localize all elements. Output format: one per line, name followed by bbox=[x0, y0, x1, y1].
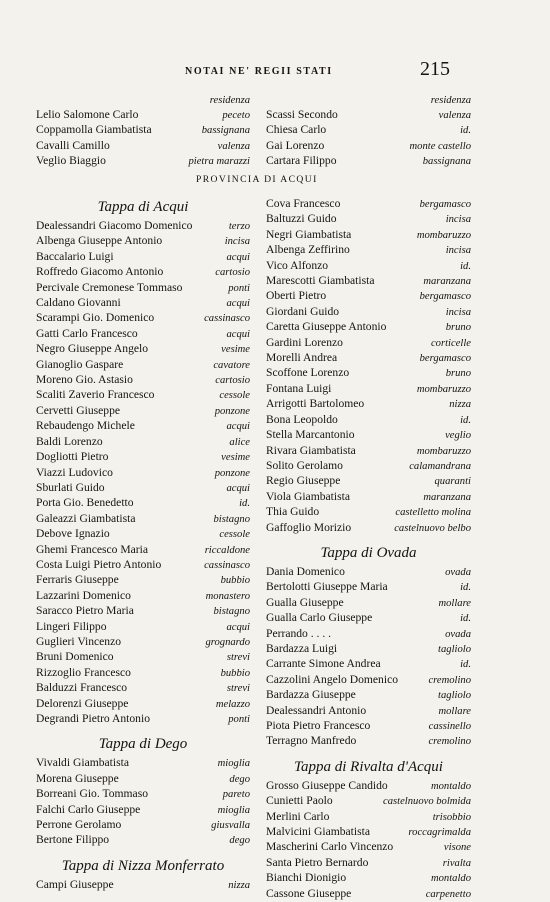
notary-name: Regio Giuseppe bbox=[266, 474, 341, 488]
residence-label: residenza bbox=[430, 95, 471, 106]
residence-town: dego bbox=[229, 835, 250, 847]
notary-entry bbox=[36, 558, 250, 573]
notary-name: Ferraris Giuseppe bbox=[36, 573, 119, 587]
notary-name: Bona Leopoldo bbox=[266, 412, 338, 426]
section-list bbox=[266, 779, 471, 902]
notary-name: Malvicini Giambatista bbox=[266, 825, 370, 839]
notary-entry bbox=[266, 154, 471, 169]
notary-entry bbox=[266, 289, 471, 304]
notary-name: Lingeri Filippo bbox=[36, 619, 107, 633]
residence-town: acqui bbox=[226, 251, 250, 263]
notary-name: Santa Pietro Bernardo bbox=[266, 855, 369, 869]
notary-entry bbox=[36, 635, 250, 650]
notary-name: Campi Giuseppe bbox=[36, 877, 114, 891]
section-title: Tappa di Ovada bbox=[320, 544, 417, 561]
residence-town: mombaruzzo bbox=[416, 445, 471, 457]
notary-entry bbox=[266, 642, 471, 657]
notary-entry bbox=[266, 505, 471, 520]
notary-name: Debove Ignazio bbox=[36, 527, 110, 541]
notary-entry bbox=[266, 794, 471, 809]
notary-entry bbox=[266, 123, 471, 138]
residence-town: ponzone bbox=[214, 467, 250, 479]
residence-town: alice bbox=[229, 436, 250, 448]
residence-town: dego bbox=[229, 773, 250, 785]
notary-entry bbox=[36, 818, 250, 833]
residence-town: bruno bbox=[445, 368, 471, 380]
notary-entry bbox=[36, 466, 250, 481]
notary-entry bbox=[36, 527, 250, 542]
residence-town: id. bbox=[460, 414, 471, 426]
notary-name: Gai Lorenzo bbox=[266, 138, 325, 152]
residence-town: acqui bbox=[226, 621, 250, 633]
notary-entry bbox=[36, 108, 250, 123]
residence-town: visone bbox=[443, 842, 471, 854]
notary-entry bbox=[36, 296, 250, 311]
notary-name: Thia Guido bbox=[266, 505, 320, 519]
notary-entry bbox=[266, 611, 471, 626]
notary-name: Degrandi Pietro Antonio bbox=[36, 712, 150, 725]
residence-town: cavatore bbox=[213, 359, 250, 371]
residence-town: cessole bbox=[219, 529, 250, 541]
notary-name: Cervetti Giuseppe bbox=[36, 403, 121, 417]
notary-entry bbox=[266, 580, 471, 595]
section-list bbox=[266, 565, 471, 750]
residence-town: roccagrimalda bbox=[408, 827, 471, 839]
notary-name: Merlini Carlo bbox=[266, 809, 330, 823]
notary-entry bbox=[266, 444, 471, 459]
notary-entry bbox=[266, 413, 471, 428]
residence-town: incisa bbox=[445, 245, 471, 257]
residence-town: ovada bbox=[445, 566, 471, 578]
notary-name: Piota Pietro Francesco bbox=[266, 719, 371, 732]
notary-entry bbox=[36, 154, 250, 169]
residence-town: grognardo bbox=[205, 636, 250, 648]
residence-town: mioglia bbox=[217, 804, 250, 816]
notary-name: Dealessandri Antonio bbox=[266, 703, 367, 717]
notary-entry bbox=[266, 719, 471, 734]
notary-entry bbox=[266, 490, 471, 505]
notary-name: Scoffone Lorenzo bbox=[266, 366, 350, 380]
notary-entry bbox=[266, 274, 471, 289]
notary-entry bbox=[36, 803, 250, 818]
residence-town: cassinasco bbox=[204, 559, 250, 571]
residence-town: maranzana bbox=[423, 276, 471, 288]
notary-entry bbox=[266, 212, 471, 227]
notary-entry bbox=[266, 840, 471, 855]
notary-name: Bruni Domenico bbox=[36, 650, 114, 664]
notary-name: Roffredo Giacomo Antonio bbox=[36, 265, 164, 279]
notary-entry bbox=[266, 428, 471, 443]
notary-entry bbox=[266, 704, 471, 719]
notary-name: Rivara Giambatista bbox=[266, 443, 356, 457]
notary-entry bbox=[36, 787, 250, 802]
province-title: PROVINCIA DI ACQUI bbox=[196, 174, 318, 185]
residence-town: acqui bbox=[226, 421, 250, 433]
notary-entry bbox=[266, 459, 471, 474]
notary-name: Coppamolla Giambatista bbox=[36, 123, 152, 137]
residence-town: id. bbox=[460, 125, 471, 137]
notary-name: Negro Giuseppe Angelo bbox=[36, 342, 149, 356]
residence-town: ponti bbox=[228, 714, 250, 725]
residence-town: montaldo bbox=[430, 780, 471, 792]
residence-town: rivalta bbox=[442, 857, 471, 869]
notary-entry bbox=[36, 756, 250, 771]
notary-entry bbox=[36, 311, 250, 326]
notary-name: Sburlati Guido bbox=[36, 480, 105, 494]
residence-town: cartosio bbox=[215, 267, 250, 279]
residence-town: id. bbox=[460, 613, 471, 625]
notary-entry bbox=[266, 197, 471, 212]
notary-name: Scaliti Zaverio Francesco bbox=[36, 388, 155, 402]
notary-name: Viola Giambatista bbox=[266, 489, 350, 503]
notary-entry bbox=[266, 382, 471, 397]
residence-town: cremolino bbox=[428, 736, 471, 748]
notary-entry bbox=[36, 358, 250, 373]
notary-entry bbox=[36, 604, 250, 619]
notary-entry bbox=[266, 320, 471, 335]
notary-name: Gaffoglio Morizio bbox=[266, 520, 352, 534]
notary-name: Perrando . . . . bbox=[266, 626, 332, 640]
notary-entry bbox=[36, 435, 250, 450]
notary-name: Baltuzzi Guido bbox=[266, 212, 337, 226]
notary-name: Gatti Carlo Francesco bbox=[36, 326, 138, 340]
residence-town: id. bbox=[460, 260, 471, 272]
notary-entry bbox=[266, 243, 471, 258]
notary-name: Costa Luigi Pietro Antonio bbox=[36, 557, 162, 571]
notary-name: Chiesa Carlo bbox=[266, 123, 327, 137]
residence-town: riccaldone bbox=[204, 544, 250, 556]
notary-name: Vivaldi Giambatista bbox=[36, 756, 129, 770]
top-right-list bbox=[266, 94, 471, 170]
notary-entry bbox=[36, 712, 250, 727]
notary-name: Perrone Gerolamo bbox=[36, 818, 122, 832]
notary-entry bbox=[266, 565, 471, 580]
residence-town: incisa bbox=[445, 306, 471, 318]
notary-entry bbox=[36, 496, 250, 511]
residence-town: nizza bbox=[449, 399, 471, 411]
notary-name: Veglio Biaggio bbox=[36, 154, 106, 168]
residence-town: vesime bbox=[221, 344, 250, 356]
notary-name: Mascherini Carlo Vincenzo bbox=[266, 840, 394, 854]
residence-town: monastero bbox=[205, 590, 250, 602]
residence-town: cassinello bbox=[428, 721, 471, 732]
notary-name: Viazzi Ludovico bbox=[36, 465, 113, 479]
residence-town: monte castello bbox=[409, 140, 471, 152]
residence-town: cremolino bbox=[428, 674, 471, 686]
notary-name: Rebaudengo Michele bbox=[36, 419, 135, 433]
residence-town: maranzana bbox=[423, 491, 471, 503]
residence-town: id. bbox=[460, 659, 471, 671]
residence-town: mollare bbox=[438, 705, 471, 717]
notary-name: Dogliotti Pietro bbox=[36, 450, 109, 464]
notary-name: Dania Domenico bbox=[266, 564, 345, 578]
notary-name: Porta Gio. Benedetto bbox=[36, 496, 134, 510]
residence-town: acqui bbox=[226, 328, 250, 340]
notary-entry bbox=[36, 543, 250, 558]
notary-entry bbox=[36, 589, 250, 604]
notary-name: Grosso Giuseppe Candido bbox=[266, 778, 388, 792]
notary-entry bbox=[266, 871, 471, 886]
notary-name: Balduzzi Francesco bbox=[36, 681, 128, 695]
residence-town: strevi bbox=[226, 652, 250, 664]
notary-name: Ghemi Francesco Maria bbox=[36, 542, 149, 556]
residence-town: bubbio bbox=[220, 667, 250, 679]
notary-entry bbox=[266, 474, 471, 489]
notary-entry bbox=[36, 650, 250, 665]
section-title: Tappa di Dego bbox=[98, 736, 188, 753]
notary-name: Cazzolini Angelo Domenico bbox=[266, 672, 399, 686]
notary-name: Caldano Giovanni bbox=[36, 296, 121, 310]
residence-town: id. bbox=[239, 498, 250, 510]
notary-entry bbox=[266, 856, 471, 871]
notary-entry bbox=[36, 234, 250, 249]
notary-entry bbox=[36, 388, 250, 403]
residence-town: incisa bbox=[445, 214, 471, 226]
residence-town: acqui bbox=[226, 298, 250, 310]
notary-name: Carrante Simone Andrea bbox=[266, 657, 381, 671]
notary-entry bbox=[36, 419, 250, 434]
notary-name: Gianoglio Gaspare bbox=[36, 357, 124, 371]
notary-name: Albenga Zeffirino bbox=[266, 243, 350, 257]
residence-town: bistagno bbox=[213, 606, 250, 618]
notary-entry bbox=[36, 833, 250, 848]
notary-entry bbox=[266, 673, 471, 688]
residence-town: ponzone bbox=[214, 405, 250, 417]
residence-town: castelletto molina bbox=[395, 507, 471, 519]
notary-entry bbox=[36, 265, 250, 280]
residence-town: ponti bbox=[228, 282, 250, 294]
notary-entry bbox=[266, 825, 471, 840]
notary-name: Cunietti Paolo bbox=[266, 794, 333, 808]
notary-entry bbox=[266, 366, 471, 381]
section-title: Tappa di Nizza Monferrato bbox=[61, 857, 225, 874]
residence-town: strevi bbox=[226, 683, 250, 695]
notary-name: Rizzoglio Francesco bbox=[36, 665, 131, 679]
top-left-list bbox=[36, 94, 250, 170]
notary-entry bbox=[266, 810, 471, 825]
notary-entry bbox=[36, 250, 250, 265]
residence-town: veglio bbox=[445, 430, 471, 442]
notary-name: Solito Gerolamo bbox=[266, 458, 343, 472]
notary-name: Negri Giambatista bbox=[266, 227, 352, 241]
residence-town: bubbio bbox=[220, 575, 250, 587]
notary-name: Borreani Gio. Tommaso bbox=[36, 787, 148, 801]
residence-town: valenza bbox=[217, 140, 250, 152]
notary-entry bbox=[36, 666, 250, 681]
residence-town: castelnuovo belbo bbox=[394, 522, 471, 534]
running-title: NOTAI NE' REGII STATI bbox=[185, 66, 333, 77]
residence-town: pietra marazzi bbox=[188, 156, 250, 168]
notary-entry bbox=[266, 397, 471, 412]
notary-entry bbox=[36, 481, 250, 496]
residence-label: residenza bbox=[209, 95, 250, 106]
notary-name: Dealessandri Giacomo Domenico bbox=[36, 219, 193, 232]
residence-town: cartosio bbox=[215, 375, 250, 387]
notary-name: Morena Giuseppe bbox=[36, 771, 119, 785]
residence-town: carpenetto bbox=[425, 888, 471, 900]
notary-entry bbox=[36, 327, 250, 342]
residence-town: tagliolo bbox=[438, 643, 471, 655]
residence-town: trisobbio bbox=[432, 811, 471, 823]
residence-town: mombaruzzo bbox=[416, 229, 471, 241]
notary-name: Oberti Pietro bbox=[266, 289, 327, 303]
residence-town: valenza bbox=[438, 110, 471, 121]
notary-entry bbox=[36, 404, 250, 419]
notary-entry bbox=[266, 657, 471, 672]
notary-entry bbox=[36, 281, 250, 296]
section-title: Tappa di Rivalta d'Acqui bbox=[294, 758, 443, 775]
notary-name: Bardazza Luigi bbox=[266, 641, 338, 655]
section-list bbox=[36, 878, 250, 893]
residence-town: mollare bbox=[438, 597, 471, 609]
residence-town: acqui bbox=[226, 482, 250, 494]
notary-name: Giordani Guido bbox=[266, 304, 340, 318]
notary-name: Bertolotti Giuseppe Maria bbox=[266, 580, 388, 594]
residence-town: montaldo bbox=[430, 873, 471, 885]
notary-name: Falchi Carlo Giuseppe bbox=[36, 802, 141, 816]
notary-name: Cartara Filippo bbox=[266, 154, 337, 168]
residence-town: corticelle bbox=[430, 337, 471, 349]
notary-name: Gardini Lorenzo bbox=[266, 335, 343, 349]
notary-entry bbox=[36, 219, 250, 234]
notary-name: Cavalli Camillo bbox=[36, 138, 110, 152]
notary-entry bbox=[266, 351, 471, 366]
residence-town: bergamasco bbox=[419, 199, 471, 210]
notary-name: Albenga Giuseppe Antonio bbox=[36, 234, 163, 248]
notary-name: Gualla Carlo Giuseppe bbox=[266, 611, 373, 625]
notary-name: Lazzarini Domenico bbox=[36, 588, 131, 602]
notary-name: Bardazza Giuseppe bbox=[266, 688, 356, 702]
residence-town: ovada bbox=[445, 628, 471, 640]
notary-entry bbox=[36, 573, 250, 588]
notary-name: Terragno Manfredo bbox=[266, 734, 357, 748]
section-title: Tappa di Acqui bbox=[97, 199, 189, 215]
notary-entry bbox=[266, 108, 471, 123]
notary-entry bbox=[266, 596, 471, 611]
notary-name: Morelli Andrea bbox=[266, 351, 338, 365]
residence-town: tagliolo bbox=[438, 690, 471, 702]
residence-town: cassinasco bbox=[204, 313, 250, 325]
residence-town: giusvalla bbox=[211, 820, 250, 832]
notary-entry bbox=[36, 878, 250, 893]
notary-name: Caretta Giuseppe Antonio bbox=[266, 320, 387, 334]
notary-name: Vico Alfonzo bbox=[266, 258, 329, 272]
notary-entry bbox=[266, 259, 471, 274]
notary-name: Scassi Secondo bbox=[266, 108, 338, 121]
notary-name: Saracco Pietro Maria bbox=[36, 604, 134, 618]
notary-name: Arrigotti Bartolomeo bbox=[266, 397, 365, 411]
notary-name: Baccalario Luigi bbox=[36, 249, 114, 263]
notary-entry bbox=[36, 373, 250, 388]
residence-town: terzo bbox=[228, 221, 250, 232]
notary-entry bbox=[266, 228, 471, 243]
page-number: 215 bbox=[420, 58, 450, 80]
residence-town: quaranti bbox=[434, 476, 471, 488]
notary-name: Cassone Giuseppe bbox=[266, 886, 352, 900]
notary-entry bbox=[36, 512, 250, 527]
notary-name: Bertone Filippo bbox=[36, 833, 110, 847]
notary-entry bbox=[266, 139, 471, 154]
residence-town: bassignana bbox=[201, 125, 250, 137]
notary-name: Cova Francesco bbox=[266, 197, 341, 210]
notary-entry bbox=[266, 734, 471, 749]
left-column bbox=[36, 190, 250, 893]
notary-name: Marescotti Giambatista bbox=[266, 274, 375, 288]
notary-name: Guglieri Vincenzo bbox=[36, 634, 122, 648]
right-column bbox=[266, 197, 471, 902]
residence-town: bassignana bbox=[422, 156, 471, 168]
residence-town: vesime bbox=[221, 452, 250, 464]
notary-name: Lelio Salomone Carlo bbox=[36, 108, 139, 121]
notary-name: Gualla Giuseppe bbox=[266, 595, 344, 609]
section-list bbox=[266, 197, 471, 536]
residence-town: pareto bbox=[222, 789, 250, 801]
residence-town: mioglia bbox=[217, 758, 250, 770]
residence-town: bruno bbox=[445, 322, 471, 334]
notary-entry bbox=[36, 139, 250, 154]
notary-name: Bianchi Dionigio bbox=[266, 871, 347, 885]
notary-name: Delorenzi Giuseppe bbox=[36, 696, 129, 710]
notary-entry bbox=[36, 450, 250, 465]
notary-entry bbox=[266, 779, 471, 794]
notary-name: Moreno Gio. Astasio bbox=[36, 373, 133, 387]
section-list bbox=[36, 219, 250, 727]
notary-entry bbox=[266, 627, 471, 642]
residence-town: incisa bbox=[224, 236, 250, 248]
notary-name: Baldi Lorenzo bbox=[36, 434, 103, 448]
notary-entry bbox=[36, 697, 250, 712]
residence-town: cessole bbox=[219, 390, 250, 402]
section-list bbox=[36, 756, 250, 848]
residence-town: id. bbox=[460, 582, 471, 594]
notary-entry bbox=[266, 336, 471, 351]
notary-name: Galeazzi Giambatista bbox=[36, 511, 136, 525]
residence-town: calamandrana bbox=[409, 460, 471, 472]
notary-entry bbox=[36, 681, 250, 696]
notary-entry bbox=[266, 688, 471, 703]
residence-town: melazzo bbox=[215, 698, 250, 710]
residence-town: mombaruzzo bbox=[416, 383, 471, 395]
notary-name: Percivale Cremonese Tommaso bbox=[36, 280, 183, 294]
notary-entry bbox=[266, 305, 471, 320]
notary-name: Scarampi Gio. Domenico bbox=[36, 311, 155, 325]
notary-entry bbox=[36, 123, 250, 138]
residence-town: castelnuovo bolmida bbox=[383, 796, 471, 808]
residence-town: nizza bbox=[228, 879, 250, 891]
notary-entry bbox=[266, 521, 471, 536]
notary-name: Stella Marcantonio bbox=[266, 428, 355, 442]
residence-town: bergamasco bbox=[419, 291, 471, 303]
notary-entry bbox=[36, 342, 250, 357]
residence-town: bergamasco bbox=[419, 353, 471, 365]
residence-town: peceto bbox=[222, 110, 250, 121]
residence-town: bistagno bbox=[213, 513, 250, 525]
notary-entry bbox=[36, 772, 250, 787]
notary-name: Fontana Luigi bbox=[266, 381, 332, 395]
notary-entry bbox=[36, 620, 250, 635]
